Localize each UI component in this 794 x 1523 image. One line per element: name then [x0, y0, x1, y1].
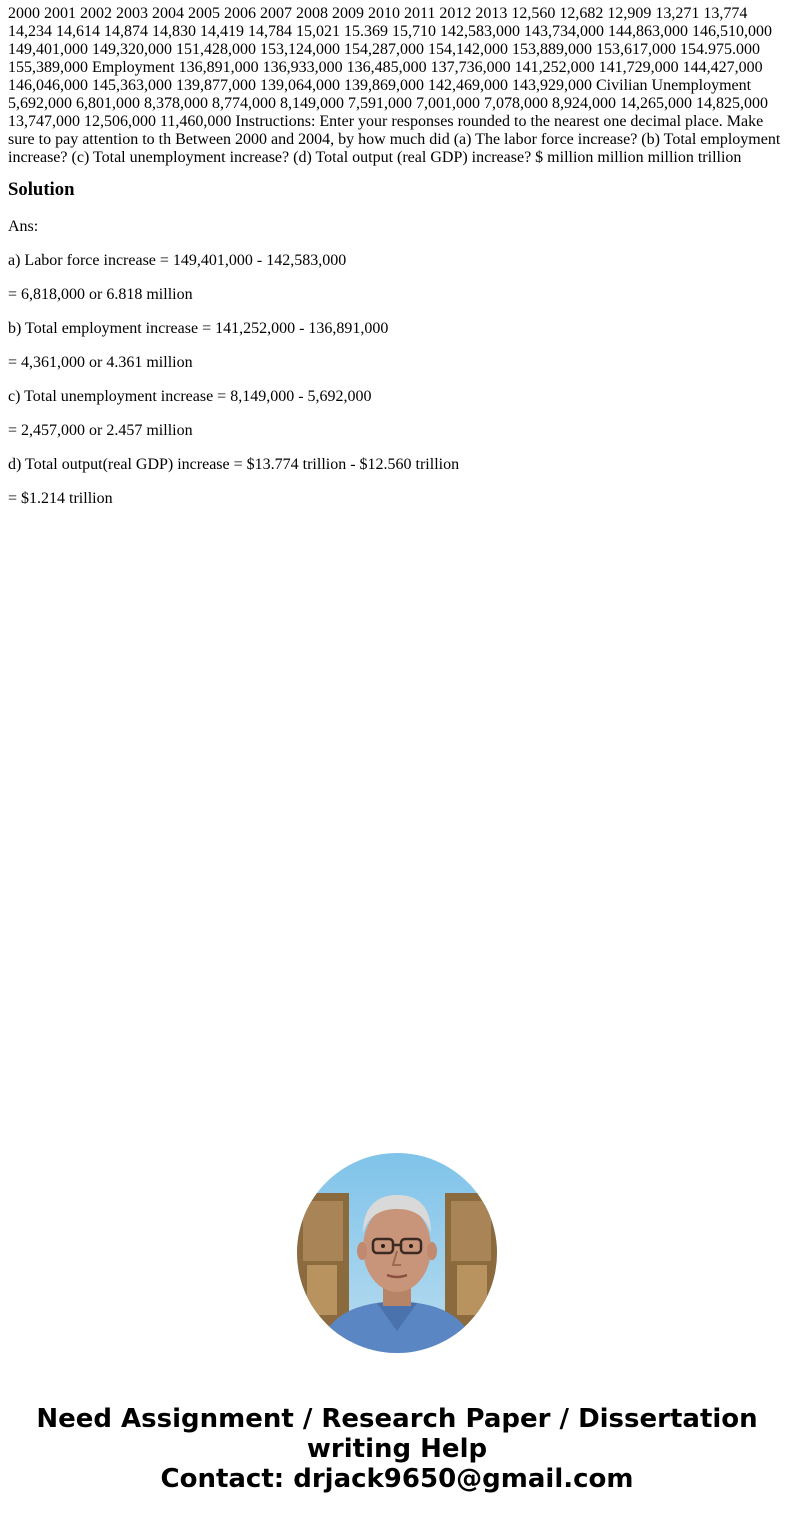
- author-avatar: [297, 1153, 497, 1353]
- document-body: [8, 5, 786, 507]
- answer-b-equation: b) Total employment increase = 141,252,000 - 136,891,000: [8, 320, 389, 337]
- answer-label: Ans:: [8, 218, 39, 235]
- promo-banner: [0, 1404, 794, 1494]
- promo-line-1: Need Assignment / Research Paper / Dissertation: [36, 1404, 758, 1434]
- author-portrait-icon: [297, 1153, 497, 1353]
- promo-contact: Contact: drjack9650@gmail.com: [160, 1464, 634, 1494]
- answer-a-result: = 6,818,000 or 6.818 million: [8, 286, 193, 303]
- question-text: 2000 2001 2002 2003 2004 2005 2006 2007 2008 2009 2010 2011 2012 2013 12,560 12,682 12,909 13,271 13,774 14,234 14,614 14,874 14,830 14,419 14,784 15,021 15.369 15,710 142,583,000 143,734,000 144,863,000 146,510,000 149,401,000 149,320,000 151,428,000 153,124,000 154,287,000 154,142,000 153,889,000 153,617,000 154.975.000 155,389,000 Employment 136,891,000 136,933,000 136,485,000 137,736,000 141,252,000 141,729,000 144,427,000 146,046,000 145,363,000 139,877,000 139,064,000 139,869,000 142,469,000 143,929,000 Civilian Unemployment 5,692,000 6,801,000 8,378,000 8,774,000 8,149,000 7,591,000 7,001,000 7,078,000 8,924,000 14,265,000 14,825,000 13,747,000 12,506,000 11,460,000 Instructions: Enter your responses rounded to the nearest one decimal place. Make sure to pay attention to th Between 2000 and 2004, by how much did (a) The labor force increase? (b) Total employment increase? (c) Total unemployment increase? (d) Total output (real GDP) increase? $ million million million trillion: [8, 5, 781, 166]
- promo-line-2: writing Help: [306, 1434, 488, 1464]
- answer-b-result: = 4,361,000 or 4.361 million: [8, 354, 193, 371]
- answer-a-equation: a) Labor force increase = 149,401,000 - 142,583,000: [8, 252, 347, 269]
- answer-d-result: = $1.214 trillion: [8, 490, 113, 507]
- solution-body: [8, 219, 786, 507]
- answer-d-equation: d) Total output(real GDP) increase = $13.774 trillion - $12.560 trillion: [8, 456, 460, 473]
- solution-heading: Solution: [8, 179, 75, 200]
- answer-c-equation: c) Total unemployment increase = 8,149,000 - 5,692,000: [8, 388, 372, 405]
- answer-c-result: = 2,457,000 or 2.457 million: [8, 422, 193, 439]
